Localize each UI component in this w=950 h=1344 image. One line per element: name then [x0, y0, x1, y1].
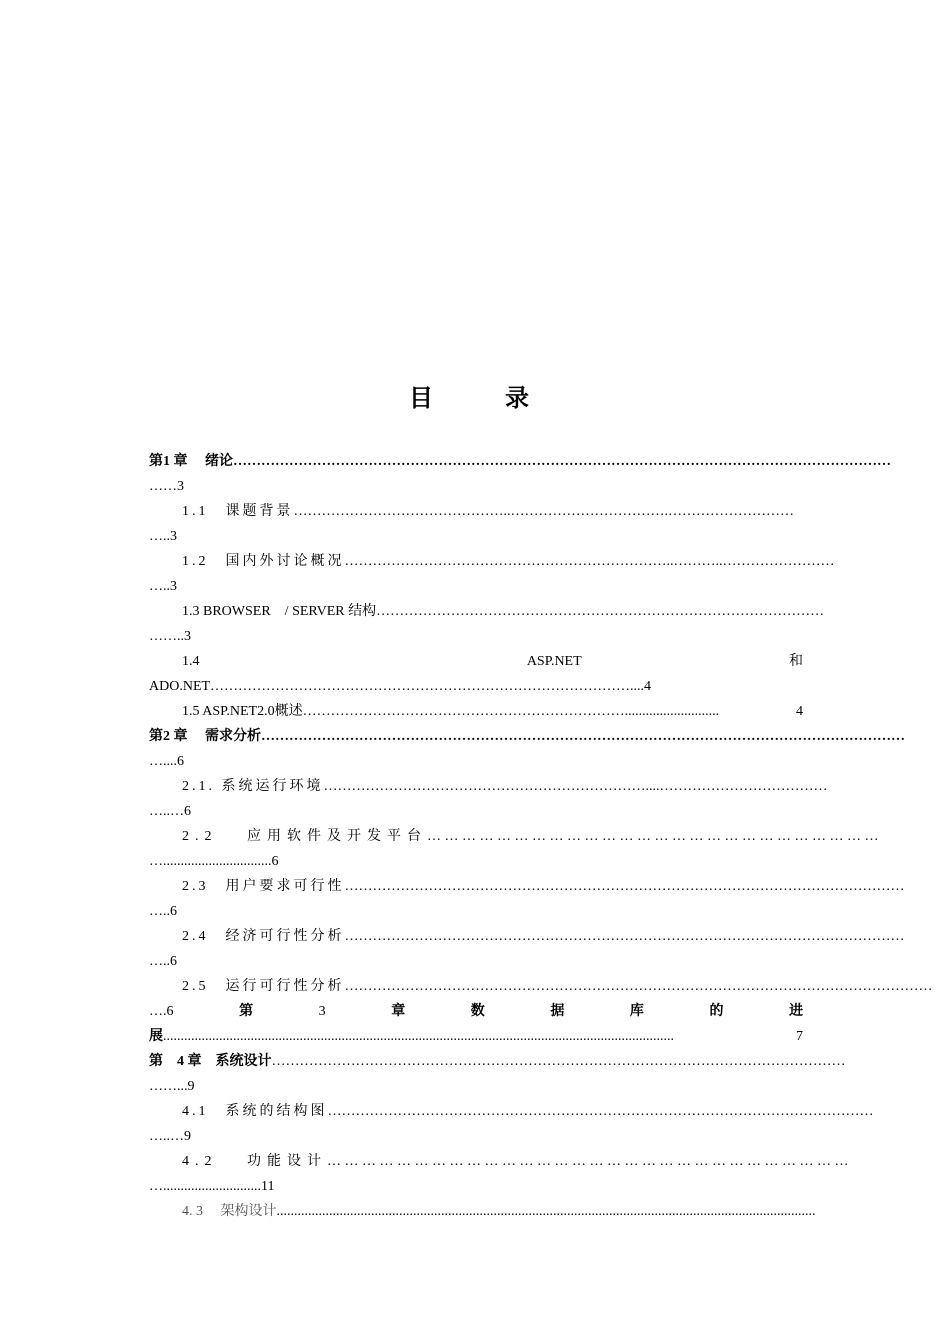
- toc-entry-4-2-page: [149, 1174, 803, 1199]
- toc-word: 库: [629, 1004, 644, 1019]
- toc-label: 2.3 用户要求可行性: [182, 879, 345, 894]
- toc-label: 2.1. 系统运行环境: [182, 779, 324, 794]
- toc-page: ..4: [637, 679, 652, 694]
- toc-entry-2-2-page: [149, 849, 803, 874]
- toc-leader: ……………………………………………………………………………………: [376, 604, 825, 619]
- toc-leader: ……………………………………………………………………………………………………………………………: [233, 454, 891, 469]
- toc-label: ADO.NET: [149, 679, 211, 694]
- toc-leader: ……………………………………………………………..………..……………………: [344, 554, 835, 569]
- toc-leader: ………………………………………………………………………………………………………………: [344, 979, 933, 994]
- toc-leader: ……………………………………………………………...........................: [302, 704, 720, 719]
- toc-page: …..…6: [149, 804, 191, 819]
- toc-word: 章: [391, 1004, 406, 1019]
- page-title: 目 录: [409, 386, 553, 412]
- toc-entry-2-5[interactable]: [149, 974, 933, 999]
- toc-entry-1-1-page: [149, 524, 803, 549]
- toc-page: …...............................6: [149, 854, 279, 869]
- toc-entry-2-4[interactable]: [149, 924, 905, 949]
- toc-page: …............................11: [149, 1179, 275, 1194]
- toc-entry-ch4[interactable]: [149, 1049, 846, 1074]
- toc-leader: …………………………………………………………………………………………………………………………: [261, 729, 905, 744]
- toc-leader: ………………………………………………………………………………..: [210, 679, 638, 694]
- toc-page: ……3: [149, 479, 184, 494]
- toc-leader: ………………………………………………………………………………………………………: [327, 1104, 874, 1119]
- toc-page: ……..3: [149, 629, 191, 644]
- toc-word: 3: [318, 1004, 326, 1019]
- toc-entry-2-1-page: [149, 799, 803, 824]
- toc-entry-4-1[interactable]: [149, 1099, 874, 1124]
- toc-label: 第 4 章 系统设计: [149, 1054, 272, 1069]
- toc-label: 第2 章 需求分析: [149, 729, 261, 744]
- toc-label: 4.2 功能设计: [182, 1154, 327, 1169]
- toc-entry-ch3-cont: [149, 1024, 803, 1049]
- toc-label: 1.1 课题背景: [182, 504, 294, 519]
- toc-word: 的: [709, 1004, 724, 1019]
- toc-leader: … … … … … … … … … … … … … … … … … … … … … … … … … …: [427, 829, 879, 844]
- toc-entry-2-2[interactable]: [149, 824, 879, 849]
- toc-word: 数: [470, 1004, 485, 1019]
- toc-leader: ..................................................................................................................................................: [163, 1029, 674, 1044]
- toc-entry-1-3[interactable]: [149, 599, 825, 624]
- toc-label: 4. 3 架构设计: [182, 1204, 277, 1219]
- toc-entry-1-3-page: [149, 624, 803, 649]
- toc-entry-2-4-page: [149, 949, 803, 974]
- toc-label: 1.2 国内外讨论概况: [182, 554, 345, 569]
- toc-entry-ch1-page: [149, 474, 803, 499]
- toc-word: 据: [550, 1004, 565, 1019]
- toc-label: 1.5 ASP.NET2.0概述: [182, 704, 303, 719]
- toc-entry-2-1[interactable]: [149, 774, 828, 799]
- toc-page: …..3: [149, 579, 177, 594]
- toc-label: 4.1 系统的结构图: [182, 1104, 328, 1119]
- toc-entry-1-4[interactable]: [149, 649, 803, 674]
- toc-leader: … … … … … … … … … … … … … … … … … … … … … … … … … … … … … …: [327, 1154, 849, 1169]
- toc-entry-ch1[interactable]: [149, 449, 891, 474]
- toc-label: 第1 章 绪论: [149, 454, 233, 469]
- table-of-contents: [149, 449, 933, 1224]
- toc-label: 1.3 BROWSER / SERVER 结构: [182, 604, 377, 619]
- toc-word: 进: [789, 1004, 803, 1019]
- toc-label: 2.5 运行可行性分析: [182, 979, 345, 994]
- toc-page: …..…9: [149, 1129, 191, 1144]
- toc-leader: …………………………………………………………………………………………………………: [344, 879, 905, 894]
- toc-label: 2.4 经济可行性分析: [182, 929, 345, 944]
- toc-page: …..3: [149, 529, 177, 544]
- toc-word: 第: [239, 1004, 254, 1019]
- toc-label: ASP.NET: [526, 654, 582, 669]
- toc-page: 7: [796, 1029, 803, 1044]
- toc-entry-1-1[interactable]: [149, 499, 803, 524]
- toc-page: …..6: [149, 954, 177, 969]
- toc-page: ….6: [149, 1004, 174, 1019]
- toc-entry-ch2[interactable]: [149, 724, 905, 749]
- toc-entry-4-2[interactable]: [149, 1149, 849, 1174]
- toc-label: 2.2 应用软件及开发平台: [182, 829, 427, 844]
- toc-entry-1-2-page: [149, 574, 803, 599]
- toc-page: …....6: [149, 754, 184, 769]
- toc-page: ……...9: [149, 1079, 195, 1094]
- toc-entry-2-3[interactable]: [149, 874, 905, 899]
- toc-label: 展: [149, 1029, 163, 1044]
- toc-entry-4-1-page: [149, 1124, 803, 1149]
- toc-entry-2-3-page: [149, 899, 803, 924]
- toc-entry-4-3[interactable]: [149, 1199, 816, 1224]
- toc-leader: ..........................................................................................................................................................: [276, 1204, 816, 1219]
- toc-label-suffix: 和: [788, 654, 803, 669]
- toc-leader: ……………………………………………………………....………………………………: [323, 779, 828, 794]
- toc-page: 4: [796, 704, 803, 719]
- toc-entry-1-4-cont: [149, 674, 803, 699]
- toc-entry-1-5[interactable]: [149, 699, 803, 724]
- toc-leader: ………………………………………..…………………………….………………………: [293, 504, 794, 519]
- toc-entry-ch4-page: [149, 1074, 803, 1099]
- toc-entry-ch3[interactable]: [149, 999, 803, 1024]
- toc-leader: …………………………………………………………………………………………………………: [344, 929, 905, 944]
- toc-leader: ……………………………………………………………………………………………………………: [271, 1054, 846, 1069]
- toc-entry-1-2[interactable]: [149, 549, 835, 574]
- toc-page: …..6: [149, 904, 177, 919]
- toc-number: 1.4: [182, 654, 200, 669]
- toc-entry-ch2-page: [149, 749, 803, 774]
